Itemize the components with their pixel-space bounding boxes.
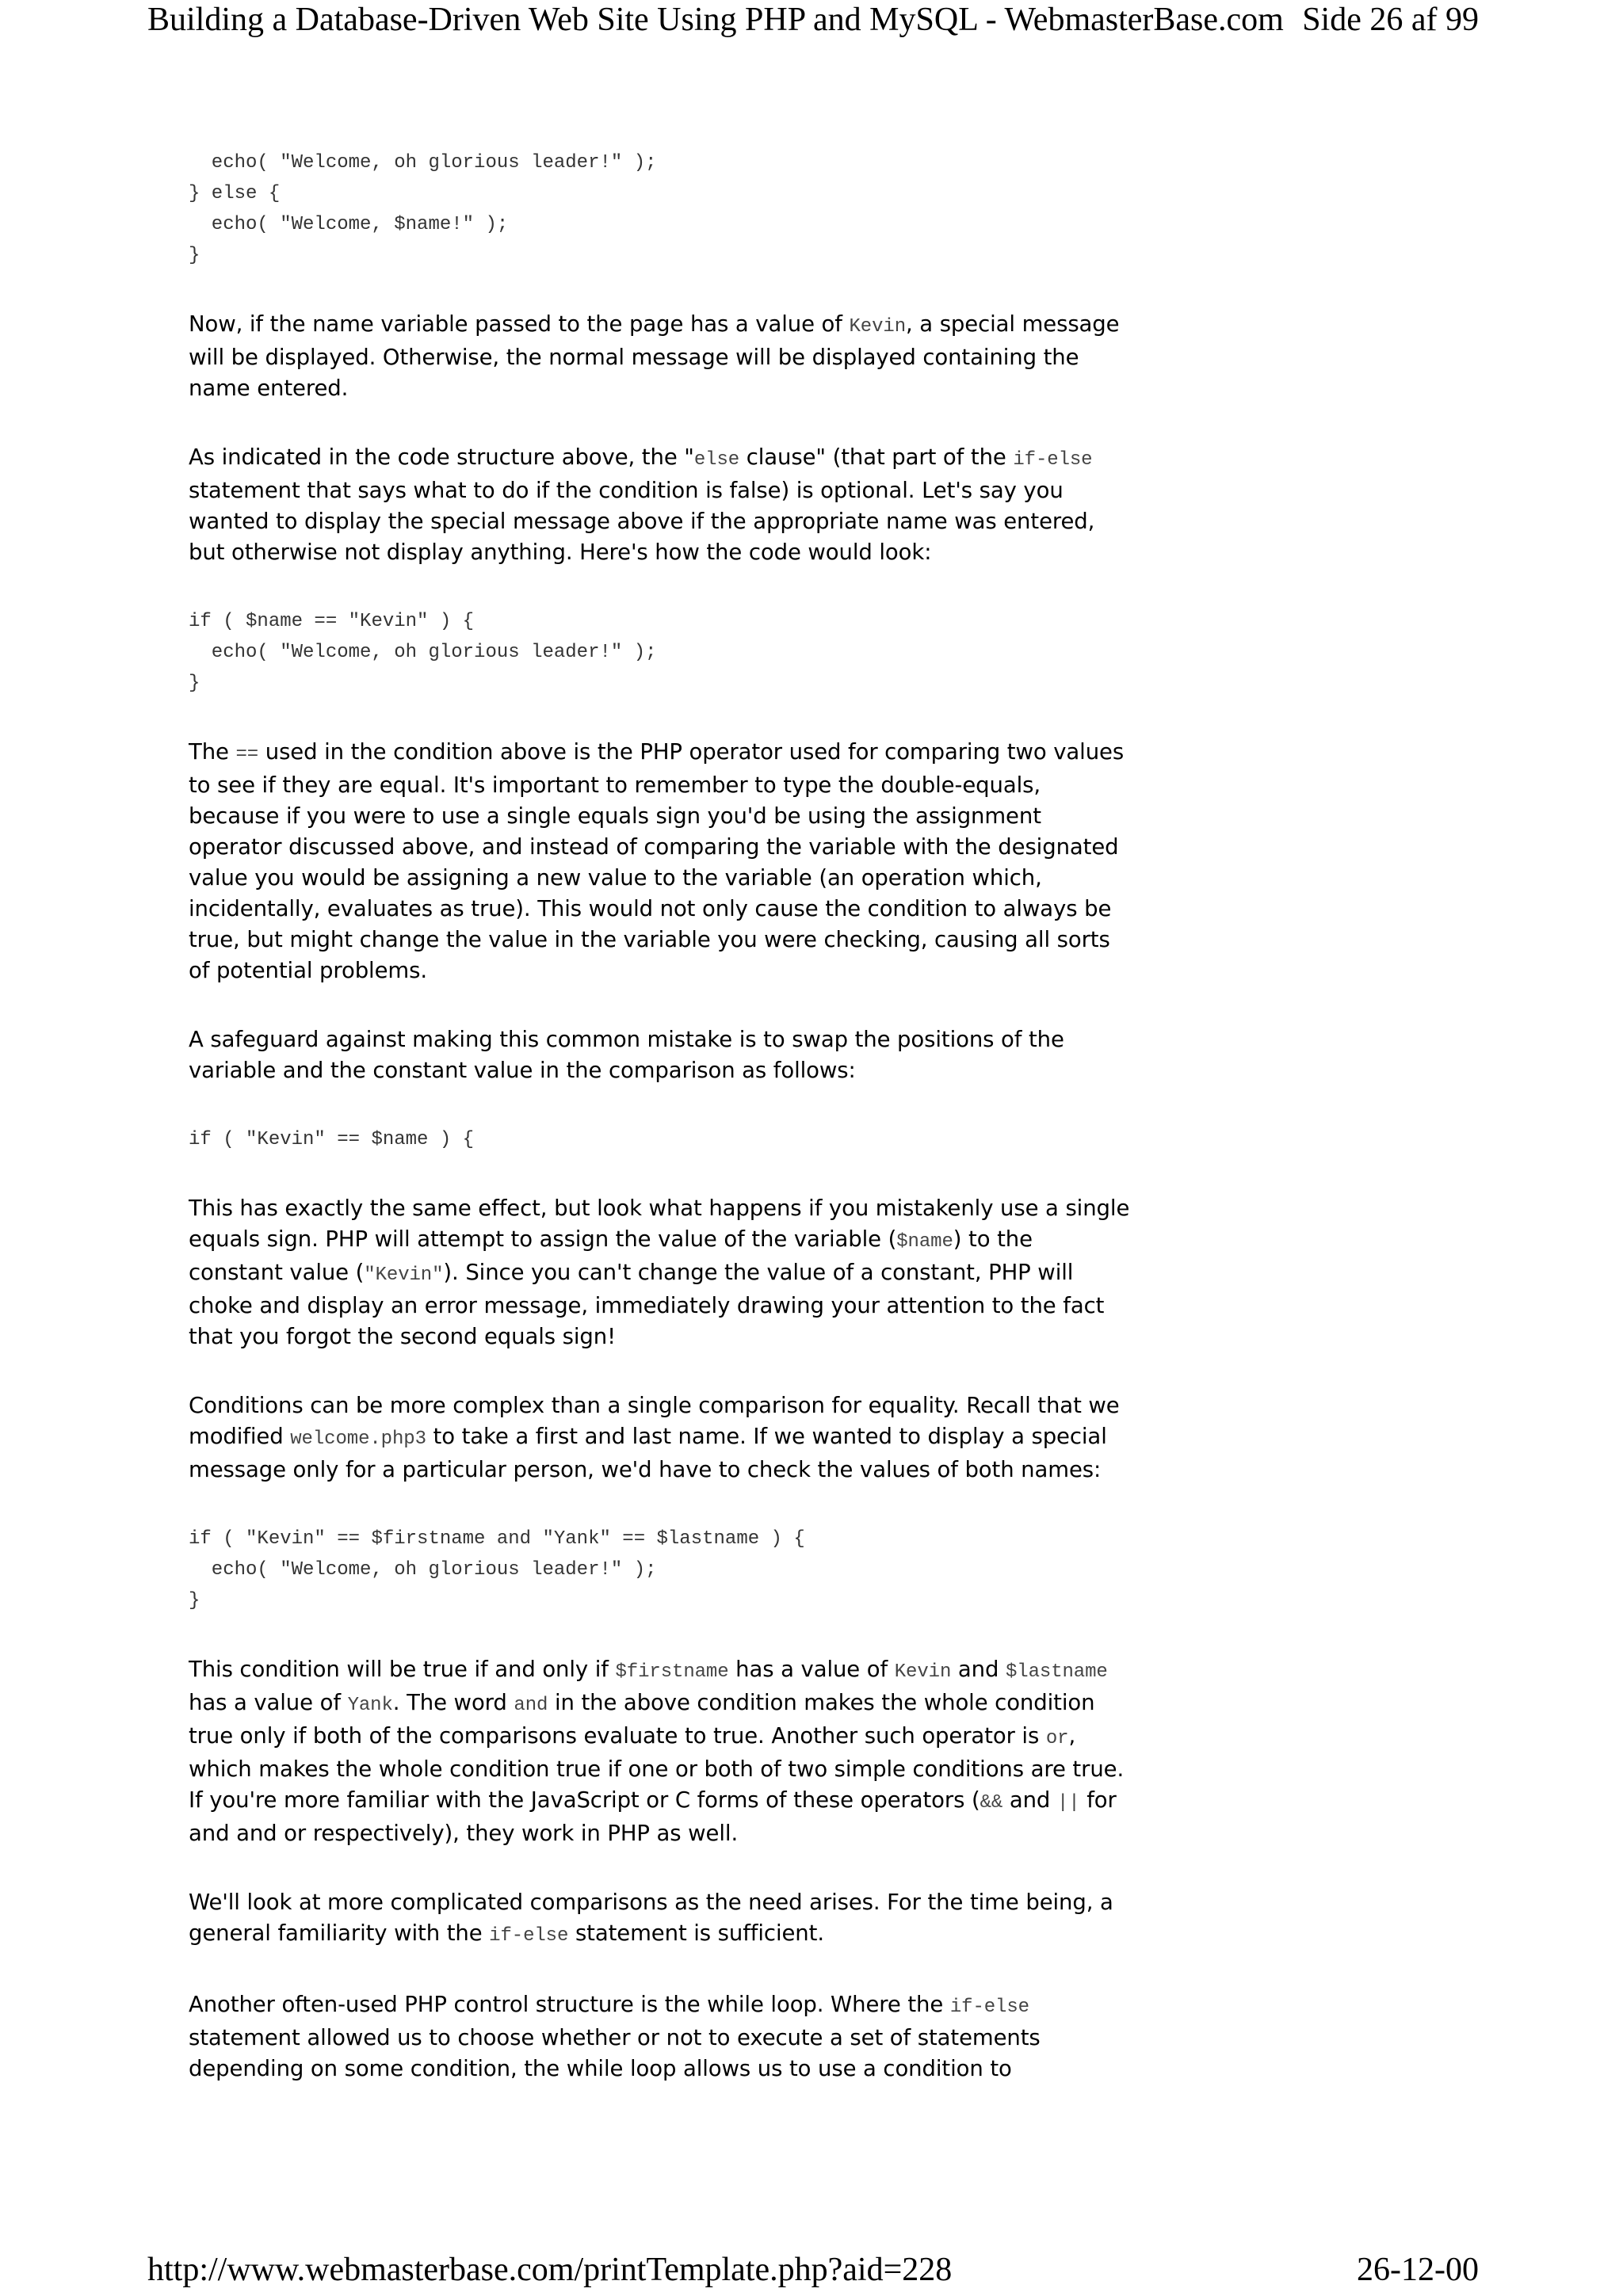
- paragraph: Another often-used PHP control structure is the while loop. Where the if-else statement allowed us to choose whether or not to execute a set of statements depending on some condition, the while loop allows us to use a condition to: [189, 1992, 1041, 2081]
- paragraph: This has exactly the same effect, but look what happens if you mistakenly use a single equals sign. PHP will attempt to assign the value of the variable ($name) to the constant value ("Kevin"). Since you can't change the value of a constant, PHP will choke and display an error message, immediately drawing your attention to the fact that you forgot the second equals sign!: [189, 1196, 1130, 1349]
- inline-code: and: [514, 1695, 548, 1716]
- code-block: echo( "Welcome, oh glorious leader!" ); } else { echo( "Welcome, $name!" ); }: [189, 152, 657, 266]
- inline-code: welcome.php3: [290, 1428, 426, 1450]
- inline-code: if-else: [949, 1997, 1029, 2018]
- inline-code: Yank: [347, 1695, 393, 1716]
- page-number: Side 26 af 99: [1302, 2, 1479, 38]
- source-url: http://www.webmasterbase.com/printTemplate.php?aid=228: [147, 2252, 953, 2288]
- page-header: [147, 0, 1479, 44]
- code-block: if ( $name == "Kevin" ) { echo( "Welcome, oh glorious leader!" ); }: [189, 611, 657, 694]
- paragraph: Now, if the name variable passed to the page has a value of Kevin, a special message will be displayed. Otherwise, the normal message will be displayed containing the name entered.: [189, 311, 1120, 401]
- inline-code: $name: [896, 1231, 953, 1253]
- code-block: if ( "Kevin" == $name ) {: [189, 1129, 475, 1150]
- print-date: 26-12-00: [1357, 2252, 1479, 2288]
- article-content: [189, 147, 1132, 2084]
- inline-code: if-else: [489, 1925, 569, 1947]
- inline-code: else: [693, 449, 740, 471]
- page-footer: [147, 2250, 1479, 2294]
- document-title: Building a Database-Driven Web Site Using PHP and MySQL - WebmasterBase.com: [147, 2, 1284, 38]
- inline-code: &&: [980, 1792, 1003, 1814]
- inline-code: $lastname: [1005, 1661, 1108, 1683]
- paragraph: This condition will be true if and only if $firstname has a value of Kevin and $lastname has a value of Yank. The word and in the above condition makes the whole condition true only if both of the comparisons evaluate to true. Another such operator is or, which makes the whole condition true if one or both of two simple conditions are true. If you're more familiar with the JavaScript or C forms of these operators (&& and || for and and or respectively), they work in PHP as well.: [189, 1657, 1125, 1846]
- inline-code: ||: [1056, 1792, 1080, 1814]
- inline-code: $firstname: [615, 1661, 729, 1683]
- paragraph: The == used in the condition above is the PHP operator used for comparing two values to see if they are equal. It's important to remember to type the double-equals, because if you were to use a single equals sign you'd be using the assignment operator discussed above, and instead of comparing the variable with the designated value you would be assigning a new value to the variable (an operation which, incidentally, evaluates as true). This would not only cause the condition to always be true, but might change the value in the variable you were checking, causing all sorts of potential problems.: [189, 739, 1125, 983]
- inline-code: Kevin: [894, 1661, 952, 1683]
- paragraph: We'll look at more complicated comparisons as the need arises. For the time being, a general familiarity with the if-else statement is sufficient.: [189, 1890, 1113, 1947]
- code-block: if ( "Kevin" == $firstname and "Yank" == $lastname ) { echo( "Welcome, oh glorious leader!" ); }: [189, 1528, 805, 1611]
- inline-code: if-else: [1013, 449, 1093, 471]
- paragraph: Conditions can be more complex than a single comparison for equality. Recall that we modified welcome.php3 to take a first and last name. If we wanted to display a special message only for a particular person, we'd have to check the values of both names:: [189, 1393, 1120, 1482]
- paragraph: As indicated in the code structure above, the "else clause" (that part of the if-else statement that says what to do if the condition is false) is optional. Let's say you wanted to display the special message above if the appropriate name was entered, but otherwise not display anything. Here's how the code would look:: [189, 444, 1095, 565]
- inline-code: "Kevin": [364, 1264, 444, 1286]
- inline-code: Kevin: [849, 316, 907, 338]
- inline-code: or: [1045, 1728, 1069, 1749]
- inline-code: ==: [235, 744, 259, 765]
- paragraph: A safeguard against making this common mistake is to swap the positions of the variable and the constant value in the comparison as follows:: [189, 1027, 1064, 1083]
